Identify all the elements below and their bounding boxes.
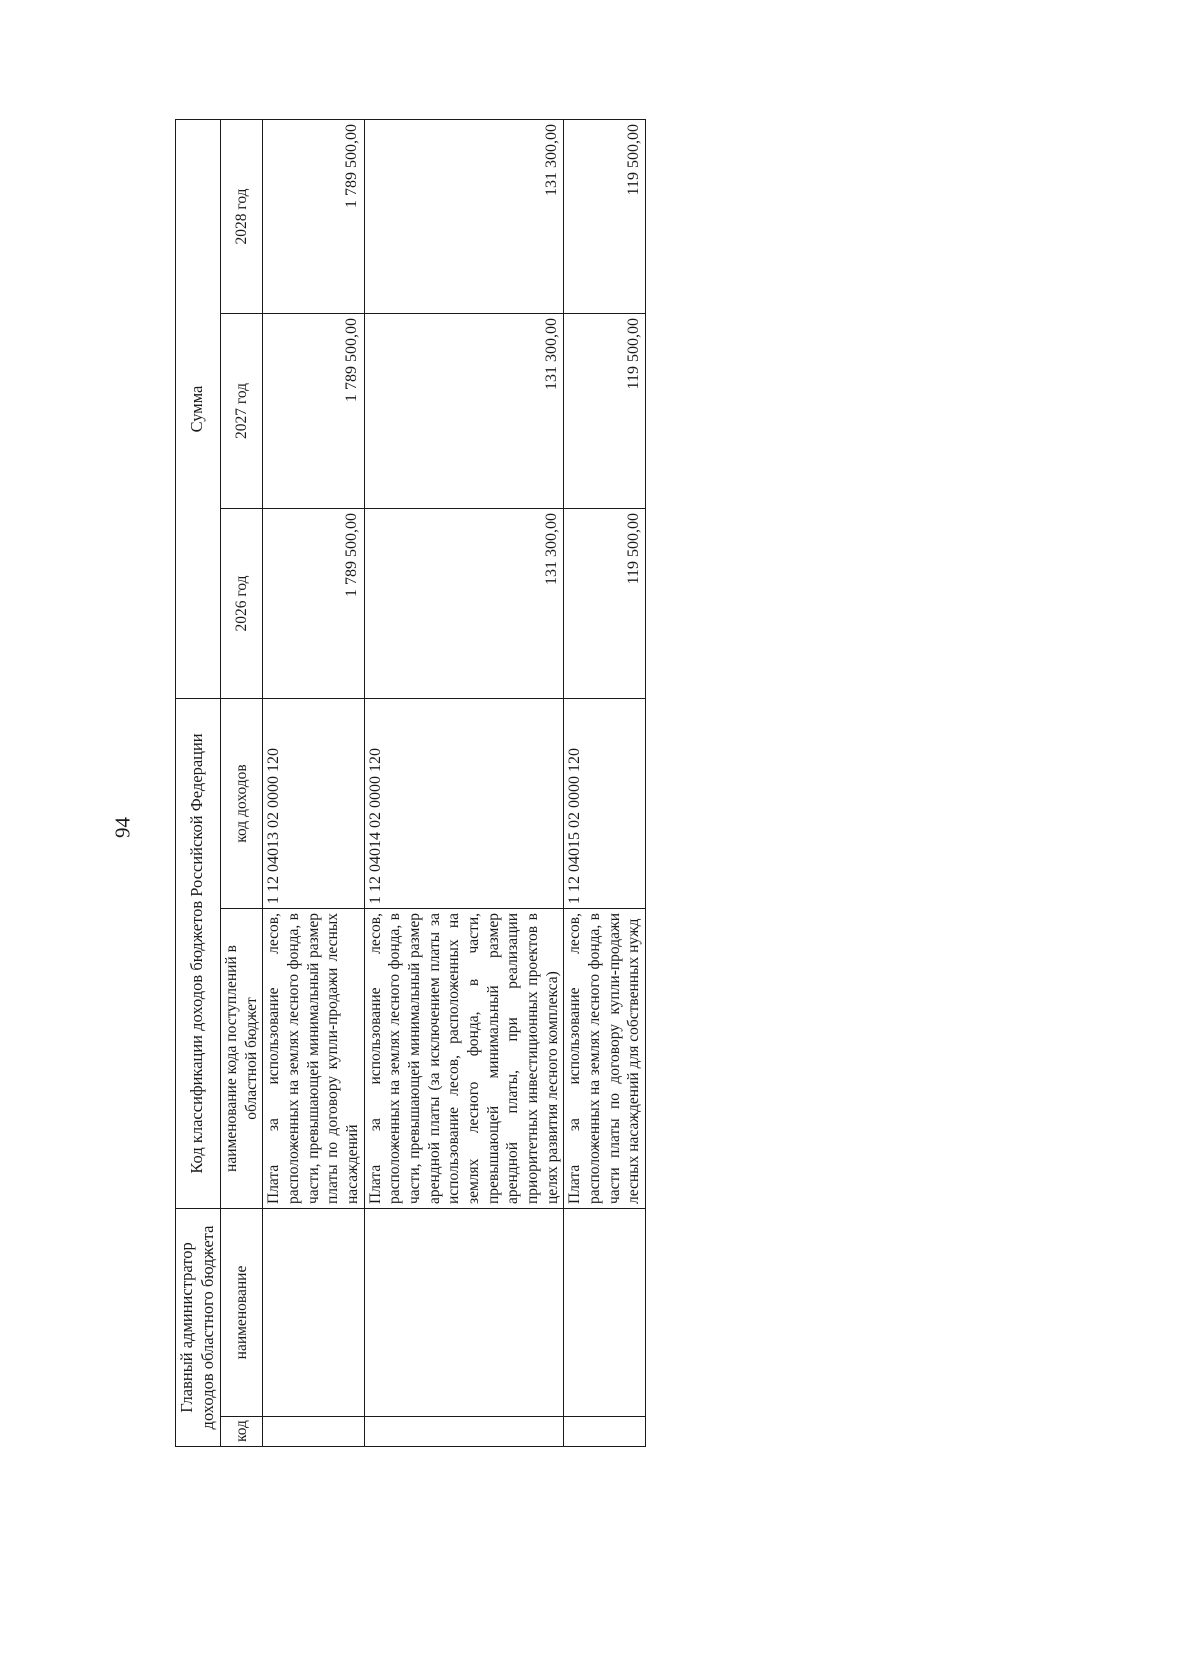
row-name bbox=[263, 1209, 364, 1417]
page-number: 94 bbox=[110, 817, 135, 838]
header-admin-group: Главный администратор доходов областного бюджета bbox=[176, 1209, 221, 1447]
header-code: код bbox=[220, 1417, 262, 1447]
header-2027: 2027 год bbox=[220, 313, 262, 508]
header-income-name: наименование кода поступлений в областной бюджет bbox=[220, 909, 262, 1209]
table-row bbox=[364, 119, 564, 1446]
row-description: Плата за использование лесов, расположенных на землях лесного фонда, в части платы по договору купли-продажи лесных насаждений для собственных нужд bbox=[564, 909, 646, 1209]
header-sum-group: Сумма bbox=[176, 119, 221, 698]
row-name bbox=[564, 1209, 646, 1417]
row-amount-2028: 1 789 500,00 bbox=[263, 119, 364, 313]
row-amount-2028: 119 500,00 bbox=[564, 119, 646, 313]
row-income-code: 1 12 04014 02 0000 120 bbox=[364, 698, 564, 908]
header-name: наименование bbox=[220, 1209, 262, 1417]
income-table bbox=[175, 119, 646, 1447]
row-income-code: 1 12 04013 02 0000 120 bbox=[263, 698, 364, 908]
row-amount-2026: 131 300,00 bbox=[364, 508, 564, 698]
header-2028: 2028 год bbox=[220, 119, 262, 313]
row-code bbox=[564, 1417, 646, 1447]
table-row bbox=[263, 119, 364, 1446]
row-amount-2026: 1 789 500,00 bbox=[263, 508, 364, 698]
row-description: Плата за использование лесов, расположенных на землях лесного фонда, в части, превышающей минимальный размер арендной платы (за исключением платы за использование лесов, расположенных на землях лесного фонда, в части, превышающей минимальный размер арендной платы, при реализации приоритетных инвестиционных проектов в целях развития лесного комплекса) bbox=[364, 909, 564, 1209]
row-amount-2028: 131 300,00 bbox=[364, 119, 564, 313]
row-amount-2027: 1 789 500,00 bbox=[263, 313, 364, 508]
row-amount-2027: 131 300,00 bbox=[364, 313, 564, 508]
row-amount-2027: 119 500,00 bbox=[564, 313, 646, 508]
row-name bbox=[364, 1209, 564, 1417]
row-code bbox=[364, 1417, 564, 1447]
row-income-code: 1 12 04015 02 0000 120 bbox=[564, 698, 646, 908]
header-income-code: код доходов bbox=[220, 698, 262, 908]
row-code bbox=[263, 1417, 364, 1447]
rotated-table-container bbox=[175, 120, 955, 1447]
header-classification-group: Код классификации доходов бюджетов Российской Федерации bbox=[176, 698, 221, 1208]
row-description: Плата за использование лесов, расположенных на землях лесного фонда, в части, превышающей минимальный размер платы по договору купли-продажи лесных насаждений bbox=[263, 909, 364, 1209]
header-2026: 2026 год bbox=[220, 508, 262, 698]
table-row bbox=[564, 119, 646, 1446]
header-row-2 bbox=[220, 119, 262, 1446]
row-amount-2026: 119 500,00 bbox=[564, 508, 646, 698]
header-row-1 bbox=[176, 119, 221, 1446]
